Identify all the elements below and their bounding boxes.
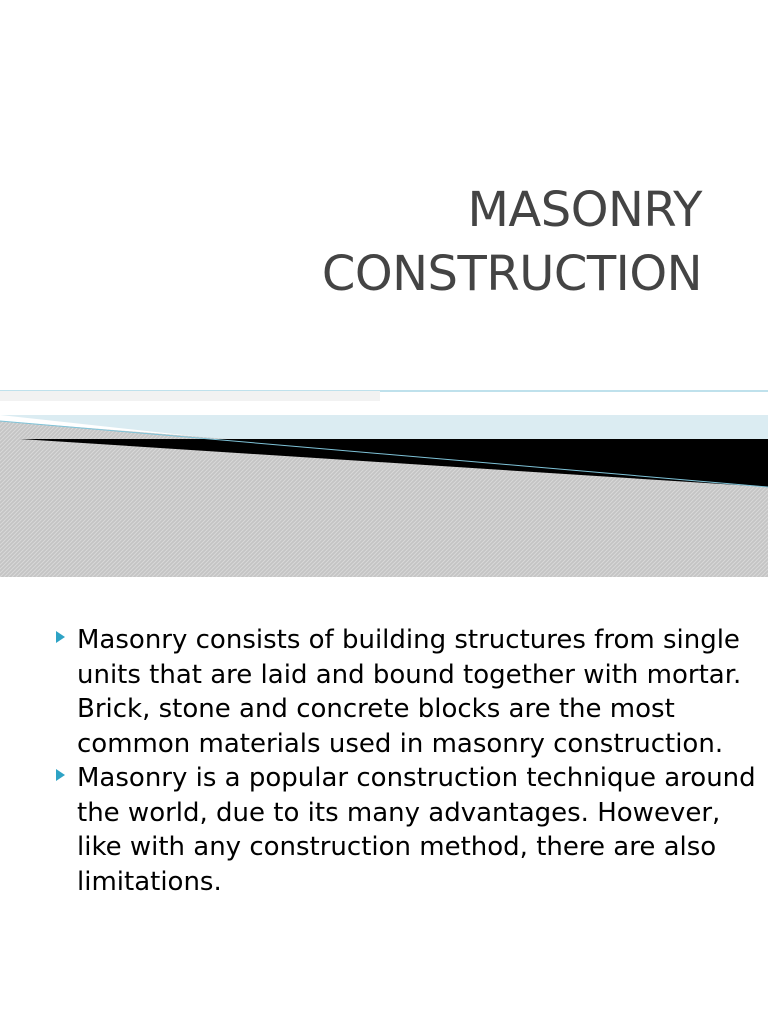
banner-white-top [0, 385, 768, 391]
bullet-item-1 [56, 623, 756, 761]
bullet-list [56, 623, 756, 899]
slide-title-line-1: MASONRY [467, 182, 702, 238]
bullet-item-2 [56, 761, 756, 899]
slide-title [102, 178, 702, 306]
slide-title-line-2: CONSTRUCTION [321, 246, 702, 302]
bullet-text-2: Masonry is a popular construction technique around the world, due to its many advantages. However, like with any construction method, there are also limitations. [77, 763, 756, 897]
banner-fade-strip [0, 391, 380, 401]
bullet-text-1: Masonry consists of building structures from single units that are laid and bound together with mortar. Brick, stone and concrete blocks are the most common materials used in masonry construction. [77, 625, 742, 759]
bullet-arrow-icon [56, 769, 65, 781]
decorative-banner [0, 385, 768, 577]
bullet-arrow-icon [56, 631, 65, 643]
